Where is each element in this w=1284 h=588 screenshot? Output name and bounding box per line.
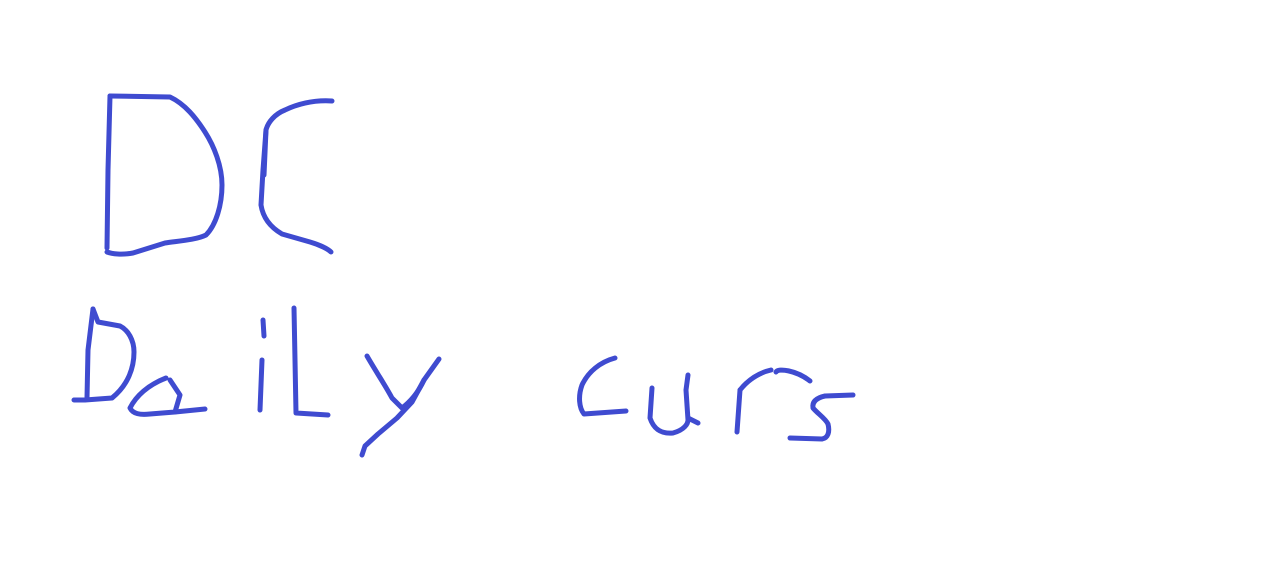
letter-c-large	[261, 101, 332, 252]
word-cars	[580, 358, 853, 439]
letter-d-large	[107, 96, 222, 254]
word-daily	[74, 308, 439, 455]
